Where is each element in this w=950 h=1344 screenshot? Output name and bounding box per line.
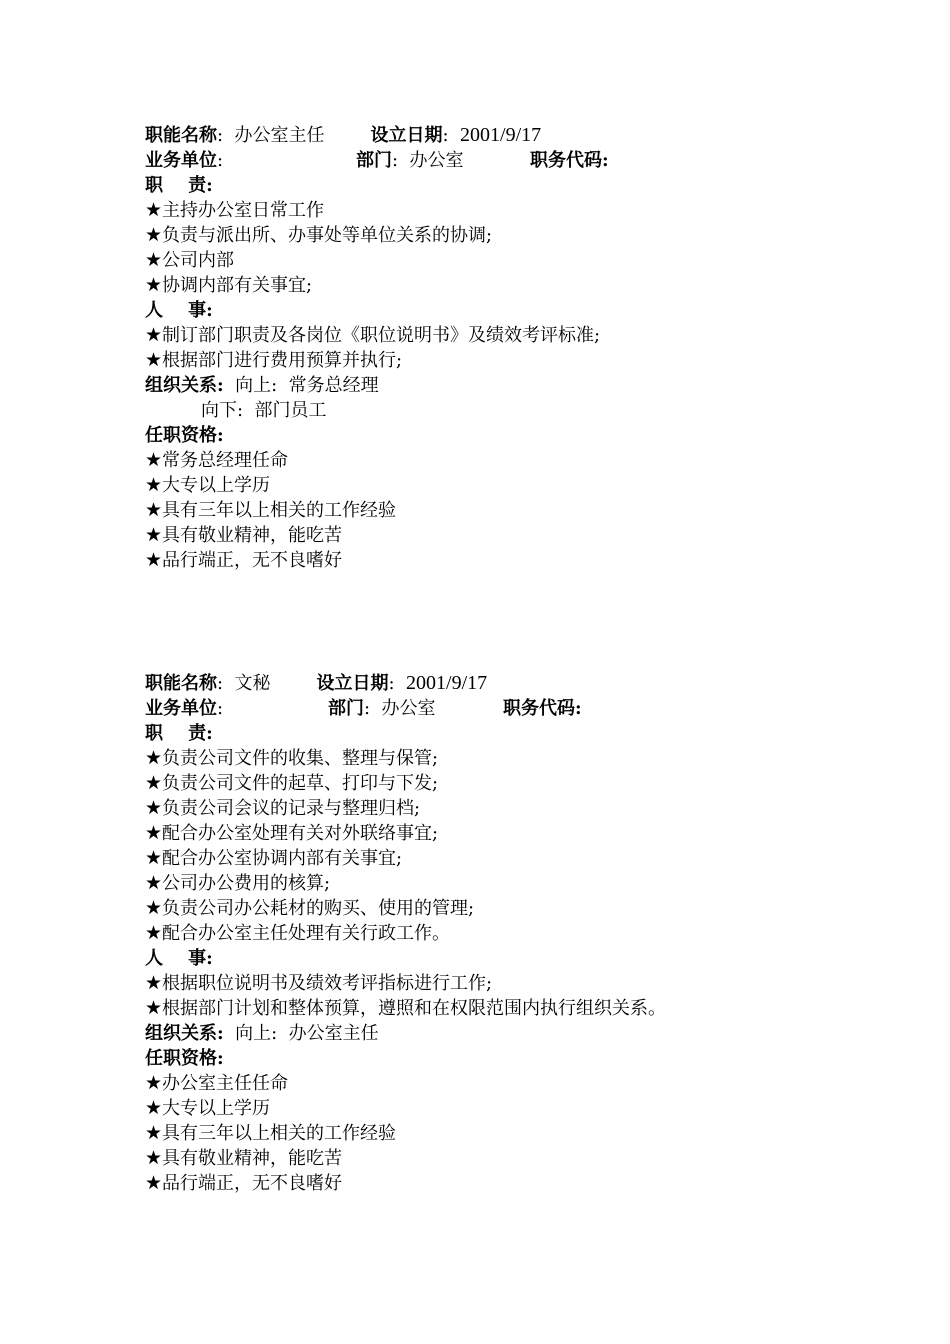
list-item: ★主持办公室日常工作 <box>145 199 325 221</box>
list-item: ★负责公司会议的记录与整理归档; <box>145 797 421 819</box>
position-section-2 <box>145 671 905 1201</box>
list-item: ★根据部门计划和整体预算，遵照和在权限范围内执行组织关系。 <box>145 997 667 1019</box>
dept-label: 部门 <box>328 698 364 719</box>
list-item: ★具有敬业精神，能吃苦 <box>145 524 343 546</box>
header-line-2: 业务单位: <box>145 698 224 719</box>
dept-field: 部门: 办公室 <box>328 698 436 719</box>
list-item: ★根据职位说明书及绩效考评指标进行工作; <box>145 972 493 994</box>
dept-value: 办公室 <box>409 150 464 171</box>
list-item: ★品行端正，无不良嗜好 <box>145 549 343 571</box>
list-item: ★根据部门进行费用预算并执行; <box>145 349 403 371</box>
qualifications-heading: 任职资格: <box>145 1048 224 1069</box>
header-line-2: 业务单位: <box>145 150 224 171</box>
dept-label: 部门 <box>356 150 392 171</box>
list-item: ★常务总经理任命 <box>145 449 289 471</box>
code-field <box>530 148 609 173</box>
dept-value: 办公室 <box>381 698 436 719</box>
position-section-1 <box>145 123 905 575</box>
list-item: ★办公室主任任命 <box>145 1072 289 1094</box>
list-item: ★品行端正，无不良嗜好 <box>145 1172 343 1194</box>
unit-label: 业务单位 <box>145 698 217 719</box>
duties-heading: 职 责: <box>145 175 213 196</box>
list-item: ★配合办公室处理有关对外联络事宜; <box>145 822 439 844</box>
list-item: ★公司办公费用的核算; <box>145 872 331 894</box>
header-line-1: 职能名称: 文秘 设立日期: 2001/9/17 <box>145 672 488 694</box>
org-relation-up: 组织关系: 向上: 常务总经理 <box>145 375 379 396</box>
name-label: 职能名称 <box>145 125 217 146</box>
list-item: ★负责与派出所、办事处等单位关系的协调; <box>145 224 493 246</box>
list-item: ★配合办公室协调内部有关事宜; <box>145 847 403 869</box>
list-item: ★配合办公室主任处理有关行政工作。 <box>145 922 451 944</box>
code-label: 职务代码: <box>503 698 582 719</box>
dept-field: 部门: 办公室 <box>356 150 464 171</box>
date-value: 2001/9/17 <box>460 124 542 146</box>
header-line-1: 职能名称: 办公室主任 设立日期: 2001/9/17 <box>145 124 542 146</box>
personnel-heading: 人 事: <box>145 300 213 321</box>
list-item: ★负责公司文件的收集、整理与保管; <box>145 747 439 769</box>
list-item: ★负责公司办公耗材的购买、使用的管理; <box>145 897 475 919</box>
list-item: ★具有三年以上相关的工作经验 <box>145 499 397 521</box>
list-item: ★公司内部 <box>145 249 235 271</box>
org-relation-down: 向下: 部门员工 <box>201 400 327 421</box>
date-label: 设立日期 <box>316 673 389 694</box>
name-value: 办公室主任 <box>234 125 325 146</box>
code-label: 职务代码: <box>530 150 609 171</box>
date-value: 2001/9/17 <box>406 672 488 694</box>
org-relation-up: 组织关系: 向上: 办公室主任 <box>145 1023 379 1044</box>
list-item: ★大专以上学历 <box>145 474 271 496</box>
code-field <box>503 696 582 721</box>
list-item: ★协调内部有关事宜; <box>145 274 313 296</box>
list-item: ★负责公司文件的起草、打印与下发; <box>145 772 439 794</box>
list-item: ★大专以上学历 <box>145 1097 271 1119</box>
list-item: ★具有三年以上相关的工作经验 <box>145 1122 397 1144</box>
duties-heading: 职 责: <box>145 723 213 744</box>
personnel-heading: 人 事: <box>145 948 213 969</box>
unit-label: 业务单位 <box>145 150 217 171</box>
list-item: ★制订部门职责及各岗位《职位说明书》及绩效考评标准; <box>145 324 601 346</box>
qualifications-heading: 任职资格: <box>145 425 224 446</box>
name-label: 职能名称 <box>145 673 217 694</box>
name-value: 文秘 <box>234 673 271 694</box>
date-label: 设立日期 <box>370 125 443 146</box>
list-item: ★具有敬业精神，能吃苦 <box>145 1147 343 1169</box>
